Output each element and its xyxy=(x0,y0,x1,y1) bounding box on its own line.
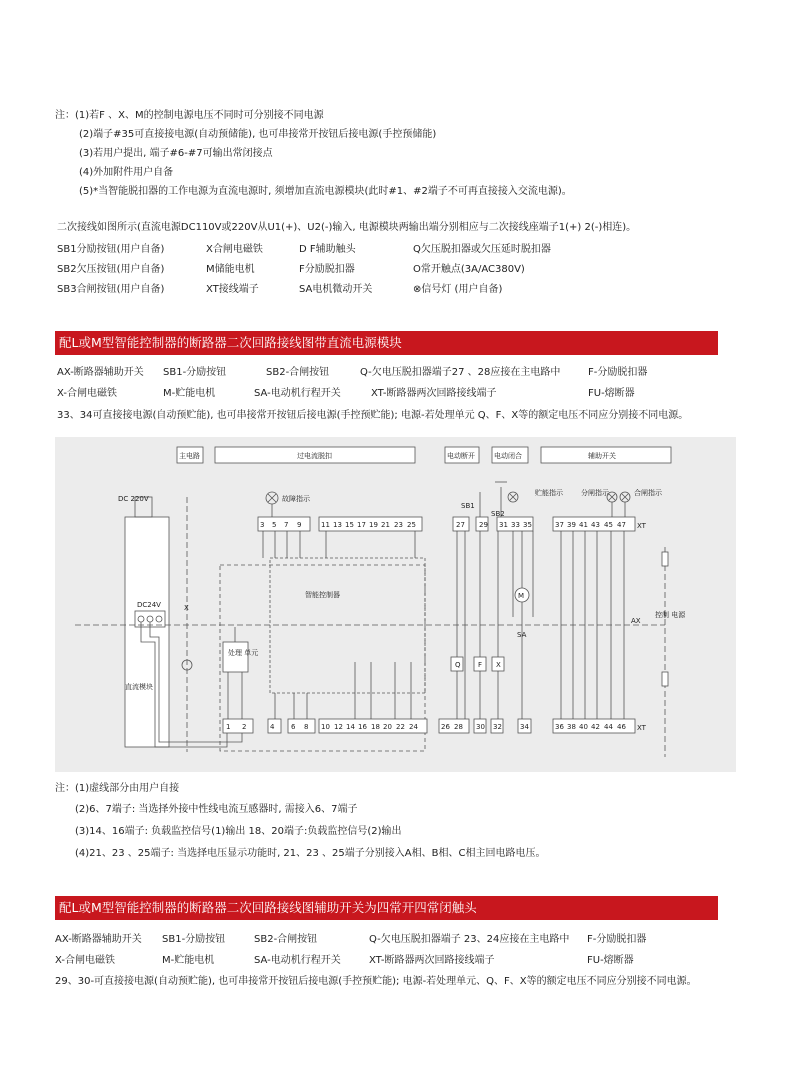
bottom-terminal-40: 40 xyxy=(579,723,588,731)
x-label: X xyxy=(184,604,189,612)
s1-legend-r2-c3: SA-电动机行程开关 xyxy=(254,388,341,399)
note1-line-1: 注：(1)若F 、X、M的控制电源电压不同时可分别接不同电源 xyxy=(55,110,324,121)
legend1-r1-c2: X合闸电磁铁 xyxy=(206,244,263,255)
bottom-terminal-28: 28 xyxy=(454,723,463,731)
bottom-terminal-14: 14 xyxy=(346,723,355,731)
legend1-r2-c4: O常开触点(3A/AC380V) xyxy=(413,264,525,275)
bottom-terminal-20: 20 xyxy=(383,723,392,731)
storage-indicator-label: 贮能指示 xyxy=(535,489,563,497)
bottom-terminal-8: 8 xyxy=(304,723,309,731)
header-main-circuit: 主电路 xyxy=(179,452,200,460)
top-terminal-25: 25 xyxy=(407,521,416,529)
top-terminal-47: 47 xyxy=(617,521,626,529)
s2-legend-r1-c2: SB1-分励按钮 xyxy=(162,934,226,945)
motor-m: M xyxy=(518,592,525,600)
top-terminal-19: 19 xyxy=(369,521,378,529)
note1-line-3: (3)若用户提出, 端子#6-#7可输出常闭接点 xyxy=(79,148,273,159)
note2-line-1: 注：(1)虚线部分由用户自接 xyxy=(55,783,180,794)
top-terminal-17: 17 xyxy=(357,521,366,529)
bottom-terminal-12: 12 xyxy=(334,723,343,731)
top-terminal-21: 21 xyxy=(381,521,390,529)
bottom-terminal-10: 10 xyxy=(321,723,330,731)
section1-note: 33、34可直接接电源(自动预贮能), 也可串接常开按钮后接电源(手控预贮能); 电源-若处理单元 Q、F、X等的额定电压不同应分别接不同电源。 xyxy=(57,410,689,421)
s2-legend-r1-c5: F-分励脱扣器 xyxy=(587,934,647,945)
sa-label: SA xyxy=(517,631,527,639)
sb2-label: SB2 xyxy=(491,510,505,518)
bottom-terminal-22: 22 xyxy=(396,723,405,731)
legend1-r1-c4: Q欠压脱扣器或欠压延时脱扣器 xyxy=(413,244,551,255)
top-terminal-45: 45 xyxy=(604,521,613,529)
legend1-r2-c1: SB2欠压按钮(用户自备) xyxy=(57,264,165,275)
note1-line-4: (4)外加附件用户自备 xyxy=(79,167,174,178)
legend1-r1-c3: D F辅助触头 xyxy=(299,244,356,255)
s2-legend-r2-c3: SA-电动机行程开关 xyxy=(254,955,341,966)
top-terminal-43: 43 xyxy=(591,521,600,529)
section2-note: 29、30-可直接接电源(自动预贮能), 也可串接常开按钮后接电源(手控预贮能); 电源-若处理单元、Q、F、X等的额定电压不同应分别接不同电源。 xyxy=(55,976,697,987)
bottom-terminal-32: 32 xyxy=(493,723,502,731)
s2-legend-r1-c4: Q-欠电压脱扣器端子 23、24应接在主电路中 xyxy=(369,934,570,945)
top-terminal-31: 31 xyxy=(499,521,508,529)
s2-legend-r2-c2: M-贮能电机 xyxy=(162,955,215,966)
bottom-terminal-2: 2 xyxy=(242,723,247,731)
s2-legend-r2-c5: FU-熔断器 xyxy=(587,955,634,966)
top-terminal-33: 33 xyxy=(511,521,520,529)
fault-indicator-label: 故障指示 xyxy=(282,495,310,503)
bottom-terminal-16: 16 xyxy=(358,723,367,731)
bottom-terminal-26: 26 xyxy=(441,723,450,731)
bottom-terminal-42: 42 xyxy=(591,723,600,731)
coil-q: Q xyxy=(455,661,461,669)
bottom-terminal-6: 6 xyxy=(291,723,296,731)
top-terminal-9: 9 xyxy=(297,521,302,529)
top-terminal-39: 39 xyxy=(567,521,576,529)
top-terminal-11: 11 xyxy=(321,521,330,529)
top-terminal-13: 13 xyxy=(333,521,342,529)
legend1-r2-c2: M储能电机 xyxy=(206,264,255,275)
smart-controller-label: 智能控制器 xyxy=(305,591,340,599)
coil-f: F xyxy=(478,661,483,669)
dc220v-label: DC 220V xyxy=(118,495,149,503)
header-motor-open: 电动断开 xyxy=(447,452,475,460)
s1-legend-r2-c2: M-贮能电机 xyxy=(163,388,216,399)
s1-legend-r1-c1: AX-断路器辅助开关 xyxy=(57,367,144,378)
xt-top-label: XT xyxy=(637,522,646,530)
s2-legend-r1-c3: SB2-合闸按钮 xyxy=(254,934,318,945)
note2-line-2: (2)6、7端子: 当选择外接中性线电流互感器时, 需接入6、7端子 xyxy=(75,804,358,815)
bottom-terminal-30: 30 xyxy=(476,723,485,731)
ax-label: AX xyxy=(631,617,641,625)
s1-legend-r2-c5: FU-熔断器 xyxy=(588,388,635,399)
top-terminal-23: 23 xyxy=(394,521,403,529)
control-power-label: 控制 电源 xyxy=(655,611,686,619)
header-motor-close: 电动闭合 xyxy=(494,452,522,460)
header-overcurrent: 过电流脱扣 xyxy=(297,452,332,460)
s1-legend-r1-c4: Q-欠电压脱扣器端子27 、28应接在主电路中 xyxy=(360,367,561,378)
legend1-r3-c1: SB3合闸按钮(用户自备) xyxy=(57,284,165,295)
legend1-r2-c3: F分励脱扣器 xyxy=(299,264,355,275)
s1-legend-r2-c1: X-合闸电磁铁 xyxy=(57,388,117,399)
top-terminal-41: 41 xyxy=(579,521,588,529)
legend1-r1-c1: SB1分励按钮(用户自备) xyxy=(57,244,165,255)
top-terminal-7: 7 xyxy=(284,521,289,529)
bottom-terminal-34: 34 xyxy=(520,723,529,731)
bottom-terminal-44: 44 xyxy=(604,723,613,731)
dc24v-label: DC24V xyxy=(137,601,161,609)
bottom-terminal-24: 24 xyxy=(409,723,418,731)
legend1-r3-c4: ⊗信号灯 (用户自备) xyxy=(413,284,503,295)
top-terminal-15: 15 xyxy=(345,521,354,529)
sb1-label: SB1 xyxy=(461,502,475,510)
note1-line-2: (2)端子#35可直接接电源(自动预储能), 也可串接常开按钮后接电源(手控预储能) xyxy=(79,129,437,140)
open-indicator-label: 分闸指示 xyxy=(581,489,609,497)
legend1-r3-c2: XT接线端子 xyxy=(206,284,259,295)
coil-x: X xyxy=(496,661,501,669)
section1-title: 配L或M型智能控制器的断路器二次回路接线图带直流电源模块 xyxy=(55,331,718,355)
bottom-terminal-38: 38 xyxy=(567,723,576,731)
top-terminal-37: 37 xyxy=(555,521,564,529)
close-indicator-label: 合闸指示 xyxy=(634,489,662,497)
xt-bottom-label: XT xyxy=(637,724,646,732)
top-terminal-5: 5 xyxy=(272,521,277,529)
section2-title: 配L或M型智能控制器的断路器二次回路接线图辅助开关为四常开四常闭触头 xyxy=(55,896,718,920)
s1-legend-r1-c5: F-分励脱扣器 xyxy=(588,367,648,378)
note1-line-5: (5)*当智能脱扣器的工作电源为直流电源时, 须增加直流电源模块(此时#1、#2端子不可再直接接入交流电源)。 xyxy=(79,186,572,197)
processing-unit-label: 处理 单元 xyxy=(228,649,259,657)
note2-line-4: (4)21、23 、25端子: 当选择电压显示功能时, 21、23 、25端子分别接入A相、B相、C相主回电路电压。 xyxy=(75,848,546,859)
s1-legend-r2-c4: XT-断路器两次回路接线端子 xyxy=(371,388,497,399)
wiring-diagram xyxy=(55,437,736,772)
header-aux-switch: 辅助开关 xyxy=(588,452,616,460)
top-terminal-27: 27 xyxy=(456,521,465,529)
note2-line-3: (3)14、16端子: 负载监控信号(1)输出 18、20端子:负载监控信号(2)输出 xyxy=(75,826,402,837)
bottom-terminal-1: 1 xyxy=(226,723,231,731)
top-terminal-29: 29 xyxy=(479,521,488,529)
s2-legend-r2-c1: X-合闸电磁铁 xyxy=(55,955,115,966)
bottom-terminal-36: 36 xyxy=(555,723,564,731)
s2-legend-r2-c4: XT-断路器两次回路接线端子 xyxy=(369,955,495,966)
top-terminal-3: 3 xyxy=(260,521,265,529)
bottom-terminal-46: 46 xyxy=(617,723,626,731)
s1-legend-r1-c2: SB1-分励按钮 xyxy=(163,367,227,378)
wiring-diagram-svg xyxy=(55,437,736,772)
dc-module-label: 直流模块 xyxy=(125,683,153,691)
s2-legend-r1-c1: AX-断路器辅助开关 xyxy=(55,934,142,945)
legend1-r3-c3: SA电机微动开关 xyxy=(299,284,373,295)
bottom-terminal-18: 18 xyxy=(371,723,380,731)
bottom-terminal-4: 4 xyxy=(270,723,275,731)
s1-legend-r1-c3: SB2-合闸按钮 xyxy=(266,367,330,378)
top-terminal-35: 35 xyxy=(523,521,532,529)
intro-text: 二次接线如图所示(直流电源DC110V或220V从U1(+)、U2(-)输入, 电源模块两输出端分别相应与二次接线座端子1(+) 2(-)相连)。 xyxy=(57,222,637,233)
